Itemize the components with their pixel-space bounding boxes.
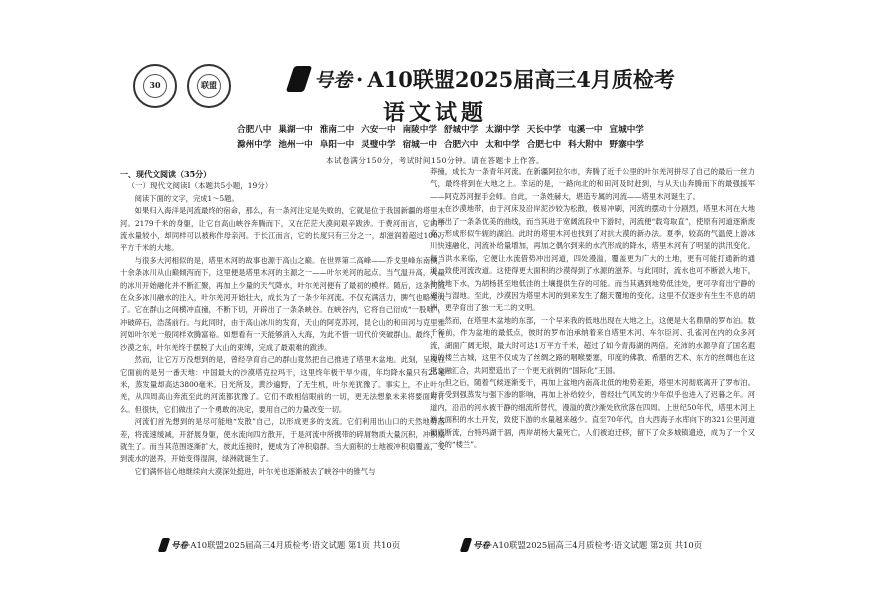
school-name: 科大附中 [568,140,603,150]
school-name: 六安一中 [361,125,396,135]
school-name: 屯溪一中 [568,125,603,135]
passage-paragraph: 然而，在塔里木盆地的东部，一个早来我的低地出现在大地之上，这便是大名鼎鼎的罗布泊。数千年前，作为盆地的最低点，彼时的罗布泊承纳着来自塔里木河、车尔臣河、孔雀河在内的众多河流，湖面广阔无垠，最大时可达1万平方千米，超过了如今青海湖的两倍。充沛的水源孕育了国名遐迩的楼兰古城，这里不仅成为了丝绸之路的咽喉要塞，印度的佛教、希腊的艺术、东方的丝绸也在这里交融汇合，共同塑造出了一个更无前例的“国际化”王国。 [430,315,755,375]
school-name: 野寨中学 [609,140,644,150]
passage-paragraph: 河流们首先想到的是尽可能地“发散”自己，以形成更多的支流。它们利用出山口的天然地势落差，将流速缓减，开舒展身躯，使水流向四方散开，于是河流中所携带的碎屑物质大量沉积，冲积扇就生了。而当其范围逐渐扩大，彼此连接时，便成为了冲积扇群。当大面积的土地被冲积扇覆盖，受到流水的滋养，开始变得湿润，绿洲就诞生了。 [120,417,445,464]
passage-paragraph: 它们满怀信心地继续向大漠深处挺进，叶尔羌也逐渐被去了峡谷中的锥气与 [134,466,376,476]
passage-paragraph: 在沙漠地带，由于河床及沿岸泥沙较为松散，极易冲刷，河流的摆动十分剧烈，塔里木河在大地上画出了一条条优美的曲线，而当其进于宽阔流段中下游时，河流便“载弯取直”，使原有河道逐渐废弃，形成形似牛轭的湖泊。此时的塔里木河也找到了对抗大漠的新办法。夏季，较高的气温使上游冰川快速融化，河流补给量增加，再加之偶尔到来的水汽形成的降水，塔里木河有了明显的洪汛变化。每当洪水来临，它便让水流借势冲出河道，四处漫溢，覆盖更为广大的土地，更有可能打通新的通道，致使河流改道。这使得更大面积的沙漠得到了水源的滋养。与此同时，流水也可不断淤入地下，补给地下水，为胡杨甚至地低洼的土壤提供生存的可能。而当其遇到地势低洼处，更可孕育出宁静的湖泊与湿地。至此，沙漠因为塔里木河的到来发生了翻天覆地的变化。这里不仅逐步有生生不息的胡洲，更孕育出了独一无二的文明。 [430,204,755,313]
school-list [237,123,657,153]
school-name: 池州一中 [278,140,313,150]
brand-icon [286,66,312,92]
right-column [430,166,755,451]
school-name: 灵璧中学 [361,140,396,150]
anniversary-logo-text: 30 [149,80,161,90]
brand-name: 号卷 [314,69,353,92]
passage-paragraph: 莽撞，成长为一条青年河流。在新疆阿拉尔市，奔腾了近千公里的叶尔羌河拼尽了自己的最后一丝力气，最终将到在大地之上。幸运的是，一路向北的和田河及时赶到，与从天山奔腾而下的最强援军——阿克苏河握手会师。自此，一条姓赫大，堪造专属的河流——塔里木河诞生了。 [430,167,755,201]
school-name: 宿城一中 [402,140,437,150]
left-column [120,166,445,478]
instruction-text: 阅读下面的文字，完成1～5题。 [134,193,239,203]
school-name: 太和中学 [485,140,520,150]
footer-right [462,538,702,556]
passage-paragraph: 但之后，随着气候逐渐变干，再加上盆地内南高北低的地势差距，塔里木河彻底离开了罗布泊。由于受到强蒸发与强下渗的影响，再加上补给较少，曾经壮气风发的少年似乎也进入了迟暮之年。河道内，沿沿的河水被干静的细流所替代，漫溢的黄沙渐处欣欣落在四周。上世纪50年代，塔里木河上游大面积的水土开发，致使下游的水量越来越少。直至70年代，自大西海子水库向下的321公里河道彻底断流，台特玛湖干涸，两岸胡杨大量死亡，人们被迫迁移，留下了众多城镇遗迹，成为了一个又一个的“楼兰”。 [430,377,755,449]
footer-brand: 号卷 [171,540,188,550]
school-name: 淮南二中 [319,125,355,135]
school-row-2 [237,138,657,153]
school-name: 南陵中学 [402,125,437,135]
school-row-1 [237,123,657,138]
passage-paragraph: 然而，让它万万没想到的是，曾经孕育自己的群山竟然把自己推进了塔里木盆地。此刻，呈现在它面前的是另一番天地：中国最大的沙漠塔克拉玛干，这里终年极干旱少雨，年均降水量只有25毫米，蒸发量却高达3800毫米。日光所及，黄沙遍野，了无生机，叶尔羌犹豫了。事实上，不止叶尔羌，从四周高山奔流至此的河流都犹豫了。它们不敢相信眼前的一切，更无法想象未来将要面对什么。但很快，它们做出了一个勇敢的决定，要用自己的力量改变一切。 [120,355,445,414]
subject-title: 语文试题 [382,100,487,126]
alliance-logo-text: 联盟 [201,80,217,90]
exam-name: A10联盟2025届高三4月质检考 [367,67,675,92]
school-name: 天长中学 [526,125,562,135]
school-name: 滁州中学 [237,140,272,150]
header-separator: · [356,66,364,92]
exam-header [290,64,770,94]
section-title: 一、现代文阅读（35分） [120,169,212,179]
school-name: 巢湖一中 [278,125,313,135]
brand-icon [158,538,171,552]
school-name: 宣城中学 [609,125,644,135]
school-name: 太湖中学 [485,125,520,135]
school-name: 阜阳一中 [319,140,355,150]
footer-page-info: ·A10联盟2025届高三4月质检考·语文试题 第1页 共10页 [187,540,401,550]
footer-page-info: ·A10联盟2025届高三4月质检考·语文试题 第2页 共10页 [489,540,703,550]
passage-paragraph: 与很多大河相似的是，塔里木河的故事也源于高山之巅。在世界第二高峰——乔戈里峰东南侧，十余条冰川从山巅倾泻而下，这里便是塔里木河的主源之一——叶尔羌河的起点。当气温升高，大量的冰川开始融化并不断汇聚，再加上少量的天气降水，叶尔羌河便有了最初的模样。随后，这条河流在众多冰川融水的注入，叶尔羌河开始壮大，成长为了一条少年河流。不仅充满活力，脾气也略发大了。它在群山之间横冲直撞，不断下切，开辟出了一条条峡谷。在峡谷内，它将自己衍成“一股咄”，冲破碎石，浩荡前行。与此同时，由于高山冰川的发育，天山的阿克苏河，昆仑山的和田河与克里雅河如叶尔羌一般同样欢腾富裕。如想看有一天能够消入大海，为此不惜一切代价突破群山。最终，在沙漠之东，叶尔羌终于摆脱了大山的束缚，完成了最艰难的跋涉。 [120,255,445,352]
school-name: 舒城中学 [443,125,479,135]
footer-brand: 号卷 [473,540,490,550]
subsection-title: （一）现代文阅读Ⅰ（本题共5小题，19分） [127,181,273,191]
passage-paragraph: 如果归入海洋是河流最终的宿命，那么，有一条河注定是失败的，它就是位于我国新疆的塔里木河。2179千米的身躯，让它自高山峡谷奔腾而下，又在茫茫大漠间艰辛跋涉。于费河而言，它的干流水量较小，却同样可以被称作母亲河。于长江而言，它的长度只有三分之一，却滋润着超过100万平方千米的大地。 [120,206,445,253]
exam-notice: 本试卷满分150分，考试时间150分钟。请在答题卡上作答。 [325,156,545,165]
footer-left [160,538,400,556]
school-name: 合肥六中 [443,140,479,150]
school-name: 合肥八中 [237,125,272,135]
brand-icon [460,538,473,552]
school-name: 合肥七中 [526,140,562,150]
